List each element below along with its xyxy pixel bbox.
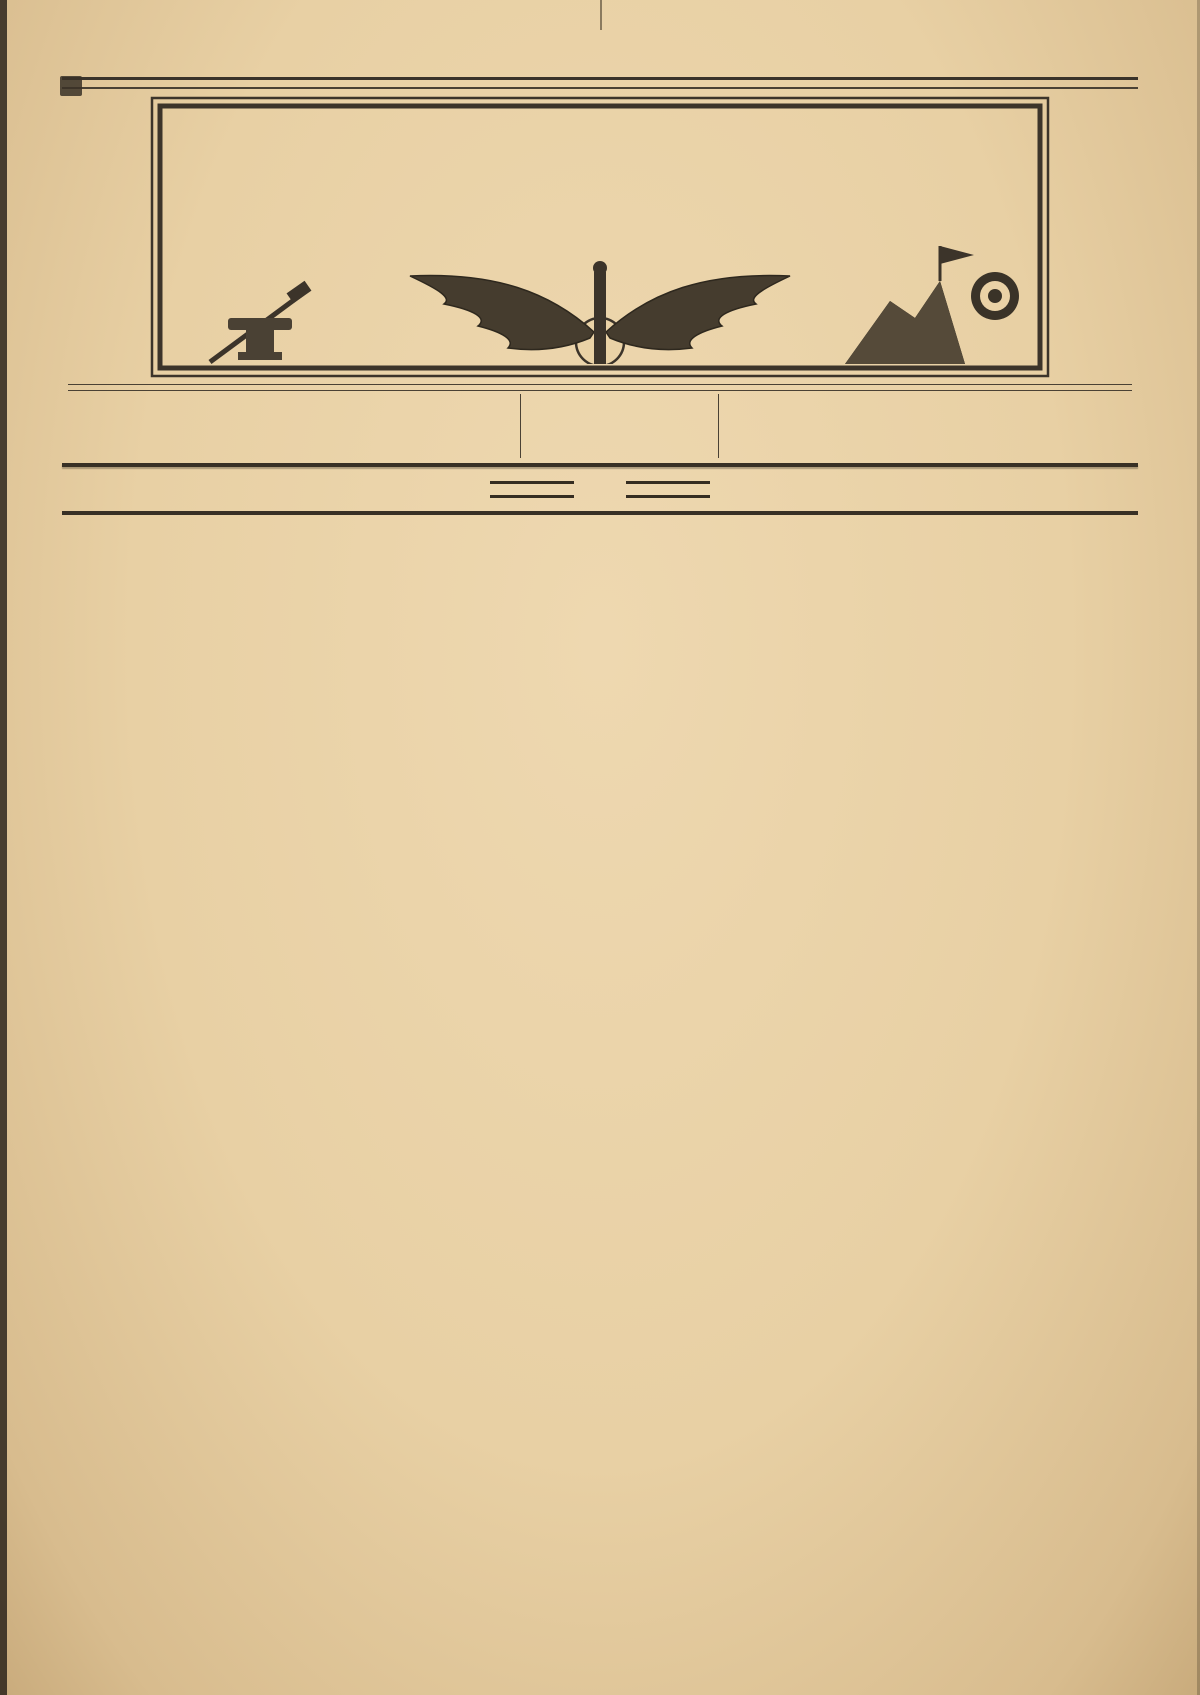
fold-line-artifact <box>600 0 602 30</box>
right-wing <box>606 275 790 349</box>
right-corner-rock-flag <box>845 246 1019 364</box>
announcement-banner <box>56 481 1144 498</box>
ink-blotch <box>60 76 82 96</box>
columns <box>118 530 1104 1582</box>
column-2 <box>452 530 770 1582</box>
column-1 <box>118 530 436 1582</box>
masthead-bottom-rule <box>68 384 1132 391</box>
anvil-body <box>246 330 274 352</box>
scan-edge-artifact <box>0 0 7 1695</box>
anvil-top <box>228 318 292 330</box>
signal-disc-center <box>988 289 1002 303</box>
post-finial <box>593 261 607 275</box>
column-3 <box>786 530 1104 1582</box>
left-wing <box>410 275 594 349</box>
signal-post <box>594 272 606 366</box>
left-corner-tools <box>210 281 311 362</box>
subscription-prices <box>719 394 1132 458</box>
masthead-illustration <box>150 96 1050 378</box>
publication-frequency <box>520 394 719 458</box>
header-rule <box>62 77 1138 89</box>
flag <box>940 246 974 264</box>
double-line-ornament-right <box>626 481 710 498</box>
masthead <box>150 96 1050 378</box>
mountain <box>845 281 965 364</box>
announcement-bottom-rule <box>62 511 1138 515</box>
anvil-base <box>238 352 282 360</box>
infobar-bottom-rule <box>62 463 1138 467</box>
winged-wheel-emblem <box>410 261 790 366</box>
editorial-office-info <box>68 394 520 458</box>
double-line-ornament-left <box>490 481 574 498</box>
publication-info-bar <box>68 394 1132 458</box>
